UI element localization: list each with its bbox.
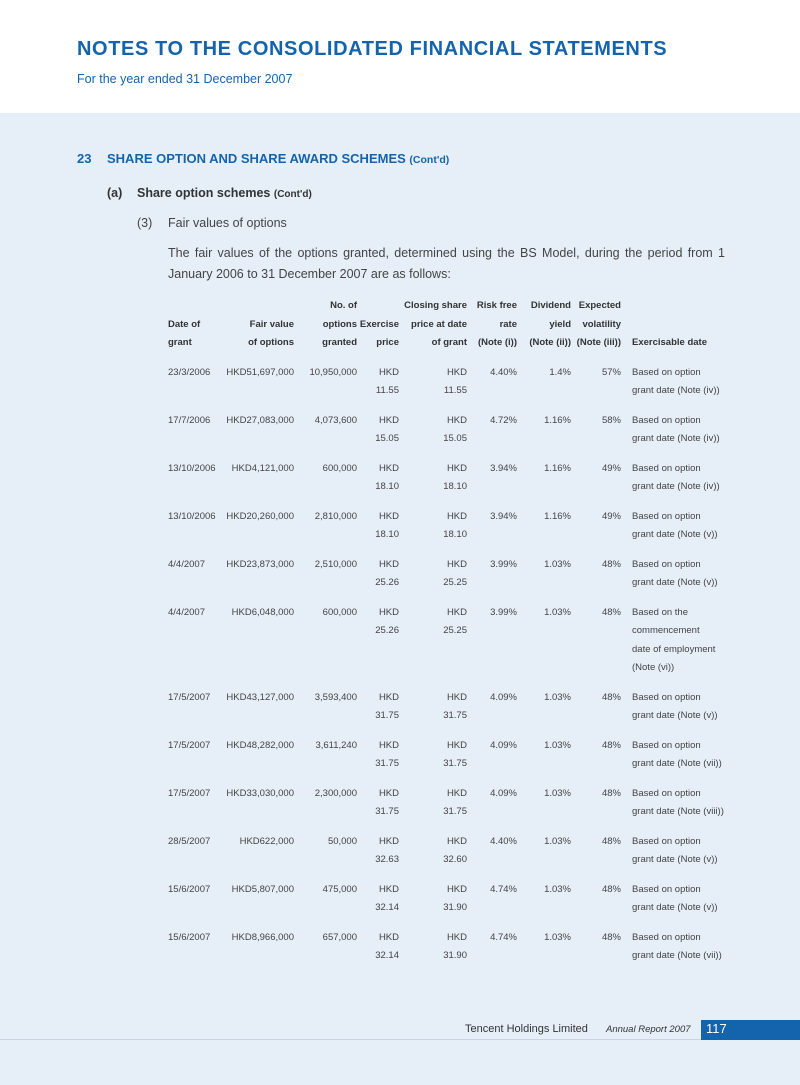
table-row <box>168 556 730 604</box>
cell-closing-price-line: HKD <box>446 558 467 570</box>
cell-closing-price-line: HKD <box>446 414 467 426</box>
cell-closing-price-line: 31.75 <box>443 758 467 769</box>
cell-exercisable-date <box>621 412 730 460</box>
table-row <box>168 364 730 412</box>
cell-exercisable-date <box>621 604 730 689</box>
subsection-suffix: (Cont'd) <box>273 189 312 200</box>
cell-exercisable-date-line: grant date (Note (v)) <box>632 854 718 865</box>
page-header <box>0 0 800 113</box>
cell-exercise-price-line: HKD <box>378 739 399 751</box>
cell-exercisable-date-line: grant date (Note (iv)) <box>632 385 720 396</box>
cell-fair-value: HKD6,048,000 <box>231 606 294 618</box>
subsubsection-title: Fair values of options <box>168 216 287 230</box>
table-body <box>168 364 730 977</box>
cell-exercisable-date-line: grant date (Note (iv)) <box>632 481 720 492</box>
cell-fair-value: HKD4,121,000 <box>231 462 294 474</box>
cell-exercisable-date-line: grant date (Note (vii)) <box>632 758 722 769</box>
cell-exercise-price-line: HKD <box>378 510 399 522</box>
cell-dividend-yield: 1.16% <box>544 462 571 474</box>
cell-closing-price-line: 31.90 <box>443 950 467 961</box>
cell-exercisable-date-line: Based on option <box>632 691 701 703</box>
cell-dividend-yield: 1.03% <box>544 787 571 799</box>
cell-exercisable-date-line: grant date (Note (v)) <box>632 902 718 913</box>
cell-exercise-price-line: 25.26 <box>375 577 399 588</box>
cell-date-of-grant: 4/4/2007 <box>168 606 205 618</box>
footer-divider <box>0 1039 800 1040</box>
cell-closing-price <box>399 929 467 977</box>
cell-exercisable-date <box>621 929 730 977</box>
cell-exercisable-date-line: Based on option <box>632 883 701 895</box>
cell-options-granted: 4,073,600 <box>314 414 357 426</box>
cell-closing-price <box>399 881 467 929</box>
cell-exercise-price <box>357 929 399 977</box>
cell-exercise-price <box>357 460 399 508</box>
cell-expected-volatility: 48% <box>601 883 621 895</box>
cell-fair-value: HKD20,260,000 <box>226 510 294 522</box>
cell-exercise-price <box>357 364 399 412</box>
cell-exercisable-date-line: grant date (Note (vii)) <box>632 950 722 961</box>
cell-exercisable-date-line: commencement <box>632 625 700 636</box>
table-row <box>168 833 730 881</box>
cell-exercisable-date <box>621 364 730 412</box>
cell-exercise-price-line: 15.05 <box>375 433 399 444</box>
cell-closing-price-line: 18.10 <box>443 529 467 540</box>
cell-exercisable-date-line: Based on option <box>632 414 701 426</box>
cell-closing-price <box>399 604 467 689</box>
cell-closing-price-line: HKD <box>446 462 467 474</box>
cell-risk-free-rate: 4.74% <box>490 883 517 895</box>
cell-closing-price-line: HKD <box>446 787 467 799</box>
cell-closing-price-line: 11.55 <box>443 385 467 396</box>
cell-expected-volatility: 48% <box>601 606 621 618</box>
cell-exercise-price-line: 18.10 <box>375 529 399 540</box>
cell-exercise-price <box>357 785 399 833</box>
cell-date-of-grant: 15/6/2007 <box>168 931 211 943</box>
cell-exercisable-date-line: grant date (Note (v)) <box>632 529 718 540</box>
cell-exercise-price-line: HKD <box>378 931 399 943</box>
cell-expected-volatility: 48% <box>601 558 621 570</box>
cell-closing-price-line: 31.75 <box>443 710 467 721</box>
cell-options-granted: 475,000 <box>322 883 357 895</box>
cell-date-of-grant: 23/3/2006 <box>168 366 211 378</box>
cell-expected-volatility: 57% <box>601 366 621 378</box>
cell-fair-value: HKD622,000 <box>239 835 294 847</box>
col-header-exercise-price: Exercise price <box>359 318 399 348</box>
cell-closing-price-line: HKD <box>446 883 467 895</box>
subsection-number: (a) <box>107 186 123 200</box>
cell-closing-price-line: 25.25 <box>443 577 467 588</box>
table-row <box>168 929 730 977</box>
cell-closing-price <box>399 556 467 604</box>
cell-exercise-price-line: 31.75 <box>375 710 399 721</box>
cell-exercise-price-line: 18.10 <box>375 481 399 492</box>
cell-exercise-price <box>357 833 399 881</box>
col-header-closing-share-price: Closing share price at date of grant <box>404 300 467 348</box>
cell-closing-price-line: HKD <box>446 931 467 943</box>
section-suffix: (Cont'd) <box>409 154 450 166</box>
cell-closing-price-line: HKD <box>446 739 467 751</box>
cell-options-granted: 3,593,400 <box>314 691 357 703</box>
fair-value-table <box>168 297 730 977</box>
cell-risk-free-rate: 4.09% <box>490 787 517 799</box>
cell-exercisable-date-line: grant date (Note (iv)) <box>632 433 720 444</box>
cell-exercise-price-line: HKD <box>378 558 399 570</box>
section-number: 23 <box>77 151 92 166</box>
col-header-exercisable-date: Exercisable date <box>632 337 707 348</box>
cell-exercisable-date-line: Based on option <box>632 462 701 474</box>
cell-exercise-price <box>357 737 399 785</box>
cell-risk-free-rate: 4.40% <box>490 366 517 378</box>
cell-closing-price-line: 32.60 <box>443 854 467 865</box>
cell-closing-price <box>399 785 467 833</box>
cell-dividend-yield: 1.03% <box>544 558 571 570</box>
cell-risk-free-rate: 4.09% <box>490 739 517 751</box>
cell-exercisable-date <box>621 689 730 737</box>
cell-date-of-grant: 28/5/2007 <box>168 835 211 847</box>
cell-fair-value: HKD33,030,000 <box>226 787 294 799</box>
cell-exercisable-date-line: Based on option <box>632 558 701 570</box>
col-header-fair-value: Fair value of options <box>248 318 294 348</box>
cell-exercise-price-line: HKD <box>378 366 399 378</box>
cell-exercise-price <box>357 689 399 737</box>
cell-dividend-yield: 1.03% <box>544 835 571 847</box>
cell-risk-free-rate: 3.99% <box>490 606 517 618</box>
cell-options-granted: 50,000 <box>327 835 357 847</box>
header-row <box>168 297 730 353</box>
cell-exercise-price <box>357 604 399 689</box>
cell-dividend-yield: 1.4% <box>549 366 571 378</box>
cell-exercise-price-line: 31.75 <box>375 758 399 769</box>
col-header-risk-free-rate: Risk free rate (Note (i)) <box>476 300 517 348</box>
cell-expected-volatility: 49% <box>601 462 621 474</box>
cell-closing-price-line: HKD <box>446 606 467 618</box>
cell-closing-price-line: 18.10 <box>443 481 467 492</box>
cell-fair-value: HKD5,807,000 <box>231 883 294 895</box>
cell-exercise-price <box>357 556 399 604</box>
page-number-box <box>701 1020 800 1040</box>
cell-closing-price <box>399 412 467 460</box>
cell-exercisable-date <box>621 881 730 929</box>
cell-exercise-price-line: HKD <box>378 835 399 847</box>
cell-closing-price <box>399 508 467 556</box>
col-header-date-of-grant: Date of grant <box>168 318 201 348</box>
table-header <box>168 297 730 364</box>
table-row <box>168 737 730 785</box>
section-heading <box>77 151 449 166</box>
cell-exercisable-date-line: Based on the <box>632 606 688 618</box>
cell-dividend-yield: 1.03% <box>544 931 571 943</box>
cell-closing-price-line: 25.25 <box>443 625 467 636</box>
cell-closing-price-line: HKD <box>446 366 467 378</box>
cell-exercise-price-line: 11.55 <box>375 385 399 396</box>
cell-exercise-price <box>357 881 399 929</box>
cell-closing-price-line: HKD <box>446 835 467 847</box>
cell-exercise-price-line: HKD <box>378 606 399 618</box>
cell-risk-free-rate: 3.94% <box>490 462 517 474</box>
col-header-expected-volatility: Expected volatility (Note (iii)) <box>576 300 621 348</box>
cell-risk-free-rate: 4.74% <box>490 931 517 943</box>
cell-options-granted: 2,510,000 <box>314 558 357 570</box>
cell-closing-price <box>399 364 467 412</box>
table-row <box>168 785 730 833</box>
cell-dividend-yield: 1.03% <box>544 739 571 751</box>
table-row <box>168 881 730 929</box>
cell-dividend-yield: 1.03% <box>544 691 571 703</box>
table-row <box>168 604 730 689</box>
subsection-title: Share option schemes <box>137 186 271 200</box>
cell-expected-volatility: 58% <box>601 414 621 426</box>
cell-exercisable-date-line: date of employment <box>632 643 716 655</box>
cell-expected-volatility: 48% <box>601 739 621 751</box>
cell-exercisable-date-line: grant date (Note (v)) <box>632 710 718 721</box>
cell-exercise-price-line: 32.14 <box>375 950 399 961</box>
cell-risk-free-rate: 3.99% <box>490 558 517 570</box>
cell-closing-price-line: 15.05 <box>443 433 467 444</box>
col-header-dividend-yield: Dividend yield (Note (ii)) <box>529 300 571 348</box>
cell-exercise-price-line: HKD <box>378 787 399 799</box>
footer-company: Tencent Holdings Limited <box>465 1023 588 1035</box>
cell-exercise-price-line: 32.14 <box>375 902 399 913</box>
cell-date-of-grant: 4/4/2007 <box>168 558 205 570</box>
table-row <box>168 689 730 737</box>
cell-exercise-price-line: 25.26 <box>375 625 399 636</box>
cell-exercisable-date-line: Based on option <box>632 931 701 943</box>
cell-exercisable-date-line: grant date (Note (v)) <box>632 577 718 588</box>
cell-options-granted: 600,000 <box>322 606 357 618</box>
cell-closing-price <box>399 833 467 881</box>
cell-risk-free-rate: 4.40% <box>490 835 517 847</box>
cell-date-of-grant: 17/5/2007 <box>168 787 211 799</box>
cell-exercise-price-line: 31.75 <box>375 806 399 817</box>
cell-options-granted: 657,000 <box>322 931 357 943</box>
cell-dividend-yield: 1.03% <box>544 883 571 895</box>
cell-dividend-yield: 1.16% <box>544 510 571 522</box>
cell-exercisable-date-line: Based on option <box>632 835 701 847</box>
cell-fair-value: HKD27,083,000 <box>226 414 294 426</box>
page-number: 117 <box>706 1021 727 1036</box>
header-spacer <box>168 353 730 364</box>
cell-expected-volatility: 48% <box>601 931 621 943</box>
cell-exercisable-date-line: Based on option <box>632 787 701 799</box>
cell-date-of-grant: 17/7/2006 <box>168 414 211 426</box>
cell-date-of-grant: 13/10/2006 <box>168 510 216 522</box>
cell-expected-volatility: 48% <box>601 691 621 703</box>
cell-exercise-price-line: 32.63 <box>375 854 399 865</box>
cell-exercisable-date-line: Based on option <box>632 366 701 378</box>
cell-closing-price-line: HKD <box>446 510 467 522</box>
page-subtitle: For the year ended 31 December 2007 <box>77 72 293 86</box>
cell-date-of-grant: 13/10/2006 <box>168 462 216 474</box>
cell-fair-value: HKD8,966,000 <box>231 931 294 943</box>
cell-closing-price <box>399 737 467 785</box>
cell-exercise-price <box>357 508 399 556</box>
cell-exercisable-date-line: Based on option <box>632 510 701 522</box>
section-title: SHARE OPTION AND SHARE AWARD SCHEMES <box>107 151 406 166</box>
subsubsection-number: (3) <box>137 216 153 230</box>
cell-exercisable-date <box>621 833 730 881</box>
col-header-options-granted: No. of options granted <box>322 300 357 348</box>
cell-options-granted: 2,810,000 <box>314 510 357 522</box>
cell-expected-volatility: 49% <box>601 510 621 522</box>
cell-exercisable-date <box>621 556 730 604</box>
cell-date-of-grant: 15/6/2007 <box>168 883 211 895</box>
intro-paragraph: The fair values of the options granted, determined using the BS Model, during the period from 1 January 2006 to 31 December 2007 are as follows: <box>168 246 725 281</box>
cell-exercisable-date-line: (Note (vi)) <box>632 662 675 673</box>
cell-exercise-price-line: HKD <box>378 414 399 426</box>
cell-exercisable-date-line: Based on option <box>632 739 701 751</box>
cell-fair-value: HKD51,697,000 <box>226 366 294 378</box>
subsubsection-heading <box>137 216 287 230</box>
cell-options-granted: 10,950,000 <box>309 366 357 378</box>
subsection-heading <box>107 186 312 200</box>
cell-exercisable-date <box>621 508 730 556</box>
cell-closing-price-line: HKD <box>446 691 467 703</box>
cell-dividend-yield: 1.16% <box>544 414 571 426</box>
cell-risk-free-rate: 4.72% <box>490 414 517 426</box>
cell-dividend-yield: 1.03% <box>544 606 571 618</box>
footer-report-title: Annual Report 2007 <box>606 1024 691 1035</box>
cell-date-of-grant: 17/5/2007 <box>168 739 211 751</box>
cell-expected-volatility: 48% <box>601 835 621 847</box>
cell-risk-free-rate: 3.94% <box>490 510 517 522</box>
cell-fair-value: HKD43,127,000 <box>226 691 294 703</box>
cell-exercise-price-line: HKD <box>378 691 399 703</box>
cell-closing-price-line: 31.75 <box>443 806 467 817</box>
cell-risk-free-rate: 4.09% <box>490 691 517 703</box>
cell-exercisable-date <box>621 737 730 785</box>
table-row <box>168 412 730 460</box>
cell-exercise-price-line: HKD <box>378 883 399 895</box>
cell-exercise-price <box>357 412 399 460</box>
cell-exercisable-date-line: grant date (Note (viii)) <box>632 806 724 817</box>
cell-date-of-grant: 17/5/2007 <box>168 691 211 703</box>
table-row <box>168 508 730 556</box>
cell-options-granted: 600,000 <box>322 462 357 474</box>
page-title: NOTES TO THE CONSOLIDATED FINANCIAL STATEMENTS <box>77 38 668 60</box>
cell-options-granted: 3,611,240 <box>315 739 357 751</box>
cell-exercisable-date <box>621 460 730 508</box>
cell-fair-value: HKD23,873,000 <box>226 558 294 570</box>
cell-exercisable-date <box>621 785 730 833</box>
cell-closing-price-line: 31.90 <box>443 902 467 913</box>
cell-expected-volatility: 48% <box>601 787 621 799</box>
cell-closing-price <box>399 460 467 508</box>
cell-exercise-price-line: HKD <box>378 462 399 474</box>
table-row <box>168 460 730 508</box>
cell-options-granted: 2,300,000 <box>314 787 357 799</box>
cell-closing-price <box>399 689 467 737</box>
cell-fair-value: HKD48,282,000 <box>226 739 294 751</box>
